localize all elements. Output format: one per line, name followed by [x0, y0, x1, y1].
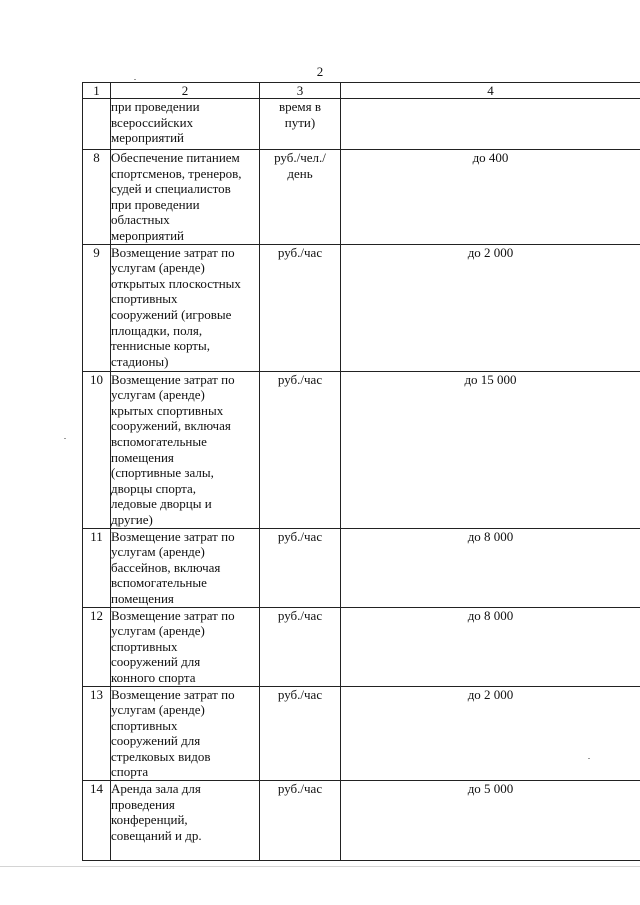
scan-speck	[134, 79, 136, 80]
table-row	[83, 607, 640, 686]
column-header: 3	[260, 83, 341, 99]
scan-speck	[64, 438, 66, 439]
row-unit: руб./час	[277, 528, 323, 544]
scan-speck	[588, 758, 590, 759]
table-row	[83, 781, 640, 861]
row-description: при проведении всероссийских мероприятий	[111, 99, 200, 146]
page-bottom-edge	[0, 866, 640, 867]
row-unit: руб./час	[277, 781, 323, 797]
row-unit: руб./час	[277, 244, 323, 260]
row-value: до 400	[341, 150, 640, 245]
row-description: Возмещение затрат по услугам (аренде) открытых плоскостных спортивных сооружений (игровые площадки, поля, теннисные корты, стадионы)	[111, 244, 241, 369]
row-value: до 2 000	[341, 244, 640, 371]
row-description: Возмещение затрат по услугам (аренде) спортивных сооружений для стрелковых видов спорта	[111, 686, 235, 780]
table-row	[83, 528, 640, 607]
row-number: 9	[83, 244, 111, 371]
table-row	[83, 99, 640, 150]
row-value: до 2 000	[341, 686, 640, 781]
row-unit: руб./час	[277, 686, 323, 702]
row-number: 10	[83, 371, 111, 528]
column-header: 4	[341, 83, 640, 99]
table-row	[83, 244, 640, 371]
table-row	[83, 686, 640, 781]
row-unit: руб./час	[277, 607, 323, 623]
column-header: 1	[83, 83, 111, 99]
row-description: Обеспечение питанием спортсменов, тренеров, судей и специалистов при проведении областных мероприятий	[111, 150, 242, 243]
table-row	[83, 371, 640, 528]
column-header: 2	[111, 83, 260, 99]
table-row	[83, 150, 640, 245]
row-number: 11	[83, 528, 111, 607]
row-number	[83, 99, 111, 150]
row-number: 8	[83, 150, 111, 245]
row-value: до 5 000	[341, 781, 640, 861]
row-value: до 15 000	[341, 371, 640, 528]
row-unit: руб./чел./ день	[274, 150, 326, 181]
row-description: Аренда зала для проведения конференций, совещаний и др.	[111, 781, 202, 843]
row-description: Возмещение затрат по услугам (аренде) крытых спортивных сооружений, включая вспомогательные помещения (спортивные залы, дворцы спорта, ледовые дворцы и другие)	[111, 371, 235, 527]
row-number: 13	[83, 686, 111, 781]
row-value: до 8 000	[341, 607, 640, 686]
row-description: Возмещение затрат по услугам (аренде) бассейнов, включая вспомогательные помещения	[111, 528, 235, 606]
row-unit: время в пути)	[278, 99, 321, 130]
row-value	[341, 99, 640, 150]
row-unit: руб./час	[277, 371, 323, 387]
row-number: 12	[83, 607, 111, 686]
rates-table	[82, 82, 640, 861]
table-header-row	[83, 83, 640, 99]
row-value: до 8 000	[341, 528, 640, 607]
page-number: 2	[316, 64, 324, 79]
row-number: 14	[83, 781, 111, 861]
row-description: Возмещение затрат по услугам (аренде) спортивных сооружений для конного спорта	[111, 607, 235, 685]
